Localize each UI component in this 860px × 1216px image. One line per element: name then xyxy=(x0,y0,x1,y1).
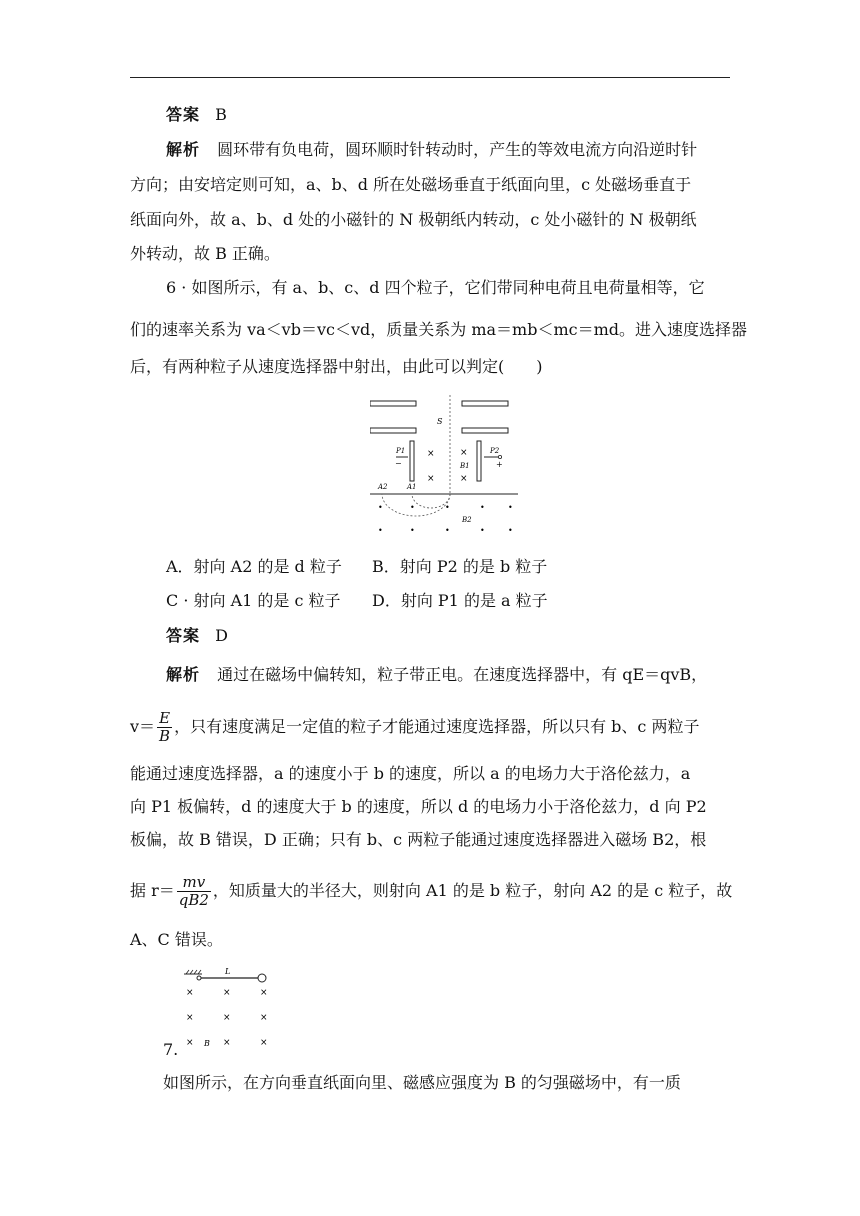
fraction-denominator: B xyxy=(159,727,171,745)
dot-mark: • xyxy=(445,503,450,512)
q7-number: 7. xyxy=(163,1040,179,1059)
q6-stem-line-2: 们的速率关系为 va＜vb＝vc＜vd，质量关系为 ma＝mb＜mc＝md。进入速度选择器 xyxy=(130,320,747,339)
dot-mark: • xyxy=(410,526,415,535)
q6-analysis-line-4: 向 P1 板偏转，d 的速度大于 b 的速度，所以 d 的电场力小于洛伦兹力，d 向 P2 xyxy=(130,797,707,816)
fraction-numerator: E xyxy=(157,710,172,728)
analysis-label: 解析 xyxy=(166,665,201,684)
label-s: S xyxy=(437,417,443,426)
q5-answer xyxy=(166,105,730,125)
dot-mark: • xyxy=(480,526,485,535)
option-c: C · 射向 A1 的是 c 粒子 xyxy=(166,591,341,610)
cross-mark: × xyxy=(460,448,468,458)
q6-stem-line-1: 6 · 如图所示，有 a、b、c、d 四个粒子，它们带同种电荷且电荷量相等，它 xyxy=(166,278,705,297)
cross-mark: × xyxy=(260,1013,268,1023)
cross-mark: × xyxy=(427,474,435,484)
option-b: B．射向 P2 的是 b 粒子 xyxy=(372,557,548,576)
cross-mark: × xyxy=(427,449,435,459)
cross-mark: × xyxy=(223,988,231,998)
label-p2: P2 xyxy=(490,447,500,455)
label-b: B xyxy=(204,1039,210,1048)
q7-stem: 如图所示，在方向垂直纸面向里、磁感应强度为 B 的匀强磁场中，有一质 xyxy=(163,1073,681,1092)
analysis-text: 通过在磁场中偏转知，粒子带正电。在速度选择器中，有 qE＝qvB， xyxy=(217,665,708,684)
analysis-text: ，只有速度满足一定值的粒子才能通过速度选择器，所以只有 b、c 两粒子 xyxy=(174,717,700,736)
label-minus: − xyxy=(395,459,402,468)
answer-value: D xyxy=(215,626,228,645)
fraction-denominator: qB2 xyxy=(178,891,209,909)
q5-analysis-line-3: 纸面向外，故 a、b、d 处的小磁针的 N 极朝纸内转动，c 处小磁针的 N 极朝纸 xyxy=(130,210,697,229)
analysis-label: 解析 xyxy=(166,140,201,159)
cross-mark: × xyxy=(460,474,468,484)
formula-prefix: v＝ xyxy=(130,717,156,736)
label-a1: A1 xyxy=(407,483,417,491)
cross-mark: × xyxy=(186,1013,194,1023)
q6-analysis-line-2 xyxy=(130,710,730,745)
label-p1: P1 xyxy=(396,447,406,455)
q5-analysis-line-2: 方向；由安培定则可知，a、b、d 所在处磁场垂直于纸面向里，c 处磁场垂直于 xyxy=(130,175,692,194)
velocity-selector-figure xyxy=(370,393,530,543)
answer-value: B xyxy=(215,105,227,124)
cross-mark: × xyxy=(223,1013,231,1023)
q6-answer xyxy=(166,626,730,646)
fraction-mv-over-qb2 xyxy=(177,874,211,909)
q5-analysis-line-1 xyxy=(166,140,730,160)
q5-analysis-line-4: 外转动，故 B 正确。 xyxy=(130,244,280,263)
cross-mark: × xyxy=(260,1038,268,1048)
dot-mark: • xyxy=(508,503,513,512)
label-a2: A2 xyxy=(378,483,388,491)
q6-stem-line-3: 后，有两种粒子从速度选择器中射出，由此可以判定( ) xyxy=(130,357,543,376)
cross-mark: × xyxy=(186,1038,194,1048)
q6-analysis-line-1 xyxy=(166,665,730,685)
analysis-text: ，知质量大的半径大，则射向 A1 的是 b 粒子，射向 A2 的是 c 粒子，故 xyxy=(212,881,733,900)
fraction-numerator: mv xyxy=(177,874,211,892)
dot-mark: • xyxy=(508,526,513,535)
field-dots xyxy=(378,503,513,535)
option-a: A．射向 A2 的是 d 粒子 xyxy=(166,557,342,576)
option-d: D．射向 P1 的是 a 粒子 xyxy=(372,591,548,610)
q6-analysis-line-3: 能通过速度选择器，a 的速度小于 b 的速度，所以 a 的电场力大于洛伦兹力，a xyxy=(130,764,691,783)
answer-label: 答案 xyxy=(166,105,201,124)
q6-analysis-line-6 xyxy=(130,873,733,909)
label-b1: B1 xyxy=(460,462,470,470)
field-crosses xyxy=(186,988,268,1048)
q6-analysis-line-5: 板偏，故 B 错误，D 正确；只有 b、c 两粒子能通过速度选择器进入磁场 B2，根 xyxy=(130,830,707,849)
dot-mark: • xyxy=(480,503,485,512)
q6-analysis-line-7: A、C 错误。 xyxy=(130,930,223,949)
cross-mark: × xyxy=(260,988,268,998)
label-l: L xyxy=(225,967,231,976)
cross-mark: × xyxy=(186,988,194,998)
answer-label: 答案 xyxy=(166,626,201,645)
dot-mark: • xyxy=(378,503,383,512)
label-plus: + xyxy=(496,460,503,469)
q6-options-row-2 xyxy=(166,591,730,611)
formula-prefix: 据 r＝ xyxy=(130,881,175,900)
dot-mark: • xyxy=(410,503,415,512)
cross-mark: × xyxy=(223,1038,231,1048)
q6-options-row-1 xyxy=(166,557,730,577)
fraction-e-over-b xyxy=(157,710,172,745)
dot-mark: • xyxy=(445,526,450,535)
dot-mark: • xyxy=(378,526,383,535)
header-rule xyxy=(130,77,730,78)
label-b2: B2 xyxy=(462,516,472,524)
analysis-text: 圆环带有负电荷，圆环顺时针转动时，产生的等效电流方向沿逆时针 xyxy=(217,140,698,159)
